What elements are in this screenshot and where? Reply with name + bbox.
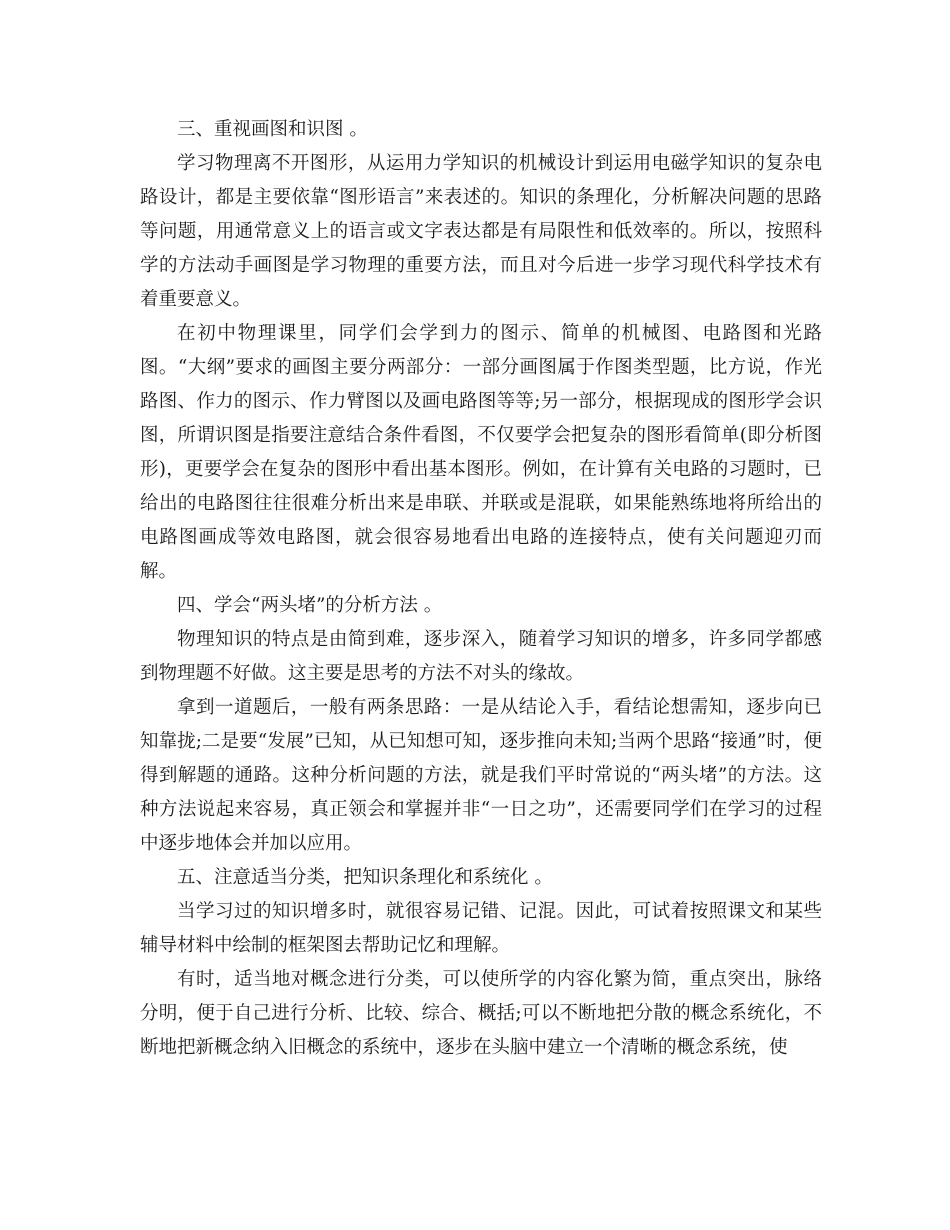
body-paragraph: 有时，适当地对概念进行分类，可以使所学的内容化繁为简，重点突出，脉络分明，便于自己进行分析、比较、综合、概括;可以不断地把分散的概念系统化，不断地把新概念纳入旧概念的系统中，逐步在头脑中建立一个清晰的概念系统，使 <box>140 969 822 1058</box>
section-heading: 四、学会“两头堵”的分析方法 。 <box>177 595 443 616</box>
body-paragraph: 学习物理离不开图形，从运用力学知识的机械设计到运用电磁学知识的复杂电路设计，都是主要依靠“图形语言”来表述的。知识的条理化，分析解决问题的思路等问题，用通常意义上的语言或文字表达都是有局限性和低效率的。所以，按照科学的方法动手画图是学习物理的重要方法，而且对今后进一步学习现代科学技术有着重要意义。 <box>140 153 822 310</box>
body-paragraph: 物理知识的特点是由简到难，逐步深入，随着学习知识的增多，许多同学都感到物理题不好做。这主要是思考的方法不对头的缘故。 <box>140 629 822 684</box>
document-body <box>140 113 822 1065</box>
section-heading: 五、注意适当分类，把知识条理化和系统化 。 <box>177 867 553 888</box>
body-paragraph: 拿到一道题后，一般有两条思路：一是从结论入手，看结论想需知，逐步向已知靠拢;二是要“发展”已知，从已知想可知，逐步推向未知;当两个思路“接通”时，便得到解题的通路。这种分析问题的方法，就是我们平时常说的“两头堵”的方法。这种方法说起来容易，真正领会和掌握并非“一日之功”，还需要同学们在学习的过程中逐步地体会并加以应用。 <box>140 697 822 854</box>
body-paragraph: 在初中物理课里，同学们会学到力的图示、简单的机械图、电路图和光路图。“大纲”要求的画图主要分两部分：一部分画图属于作图类型题，比方说，作光路图、作力的图示、作力臂图以及画电路图等等;另一部分，根据现成的图形学会识图，所谓识图是指要注意结合条件看图，不仅要学会把复杂的图形看简单(即分析图形)，更要学会在复杂的图形中看出基本图形。例如，在计算有关电路的习题时，已给出的电路图往往很难分析出来是串联、并联或是混联，如果能熟练地将所给出的电路图画成等效电路图，就会很容易地看出电路的连接特点，使有关问题迎刃而解。 <box>140 323 822 582</box>
body-paragraph: 当学习过的知识增多时，就很容易记错、记混。因此，可试着按照课文和某些辅导材料中绘制的框架图去帮助记忆和理解。 <box>140 901 822 956</box>
section-heading: 三、重视画图和识图 。 <box>177 119 368 140</box>
